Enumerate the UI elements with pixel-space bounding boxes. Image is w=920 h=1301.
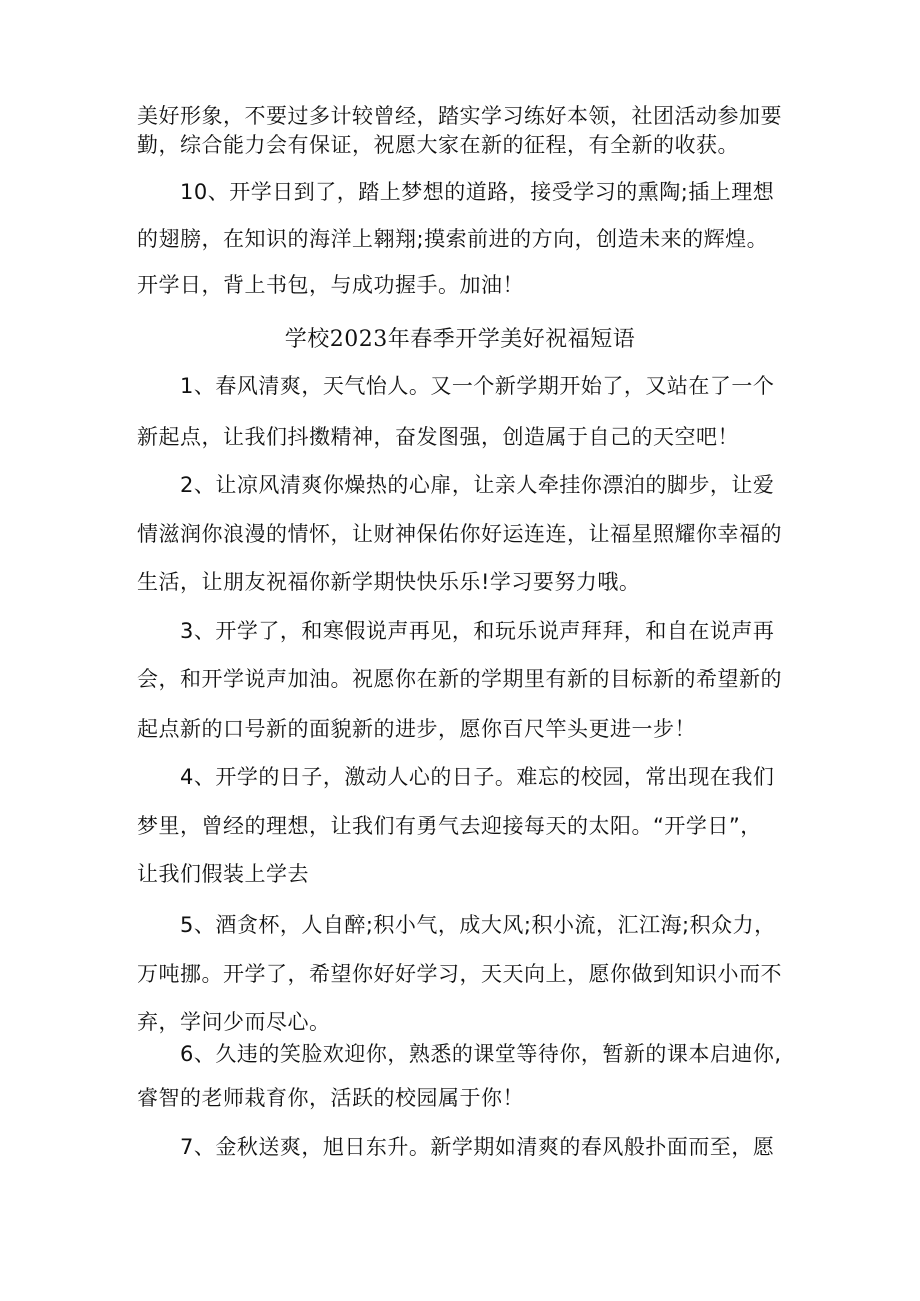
paragraph-line: 万吨挪。开学了，希望你好好学习，天天向上，愿你做到知识小而不 — [137, 962, 782, 986]
paragraph-line: 10、开学日到了，踏上梦想的道路，接受学习的熏陶;插上理想 — [180, 180, 775, 204]
paragraph-line: 开学日，背上书包，与成功握手。加油！ — [137, 273, 524, 297]
paragraph-line: 新起点，让我们抖擞精神，奋发图强，创造属于自己的天空吧！ — [137, 425, 739, 449]
paragraph-line: 7、金秋送爽，旭日东升。新学期如清爽的春风般扑面而至，愿 — [180, 1135, 775, 1159]
paragraph-line: 美好形象，不要过多计较曾经，踏实学习练好本领，社团活动参加要 — [137, 104, 782, 128]
section-title: 学校2023年春季开学美好祝福短语 — [284, 327, 636, 352]
paragraph-line: 2、让凉风清爽你燥热的心扉，让亲人牵挂你漂泊的脚步，让爱 — [180, 473, 775, 497]
paragraph-line: 1、春风清爽，天气怡人。又一个新学期开始了，又站在了一个 — [180, 374, 775, 398]
paragraph-line: 5、酒贪杯，人自醉;积小气，成大风;积小流，汇江海;积众力， — [180, 913, 776, 937]
paragraph-line: 起点新的口号新的面貌新的进步，愿你百尺竿头更进一步！ — [137, 717, 696, 741]
paragraph-line: 的翅膀，在知识的海洋上翱翔;摸索前进的方向，创造未来的辉煌。 — [137, 227, 769, 251]
paragraph-line: 4、开学的日子，激动人心的日子。难忘的校园，常出现在我们 — [180, 765, 775, 789]
paragraph-line: 勤，综合能力会有保证，祝愿大家在新的征程，有全新的收获。 — [137, 133, 739, 157]
paragraph-line: 让我们假装上学去 — [137, 862, 309, 886]
paragraph-line: 生活，让朋友祝福你新学期快快乐乐!学习要努力哦。 — [137, 570, 641, 594]
paragraph-line: 会，和开学说声加油。祝愿你在新的学期里有新的目标新的希望新的 — [137, 667, 782, 691]
paragraph-line: 睿智的老师栽育你，活跃的校园属于你！ — [137, 1086, 524, 1110]
paragraph-line: 6、久违的笑脸欢迎你，熟悉的课堂等待你，暂新的课本启迪你, — [180, 1042, 782, 1066]
paragraph-line: 梦里，曾经的理想，让我们有勇气去迎接每天的太阳。“开学日”， — [137, 814, 762, 838]
paragraph-line: 3、开学了，和寒假说声再见，和玩乐说声拜拜，和自在说声再 — [180, 619, 775, 643]
paragraph-line: 弃，学问少而尽心。 — [137, 1010, 331, 1034]
paragraph-line: 情滋润你浪漫的情怀，让财神保佑你好运连连，让福星照耀你幸福的 — [137, 522, 782, 546]
